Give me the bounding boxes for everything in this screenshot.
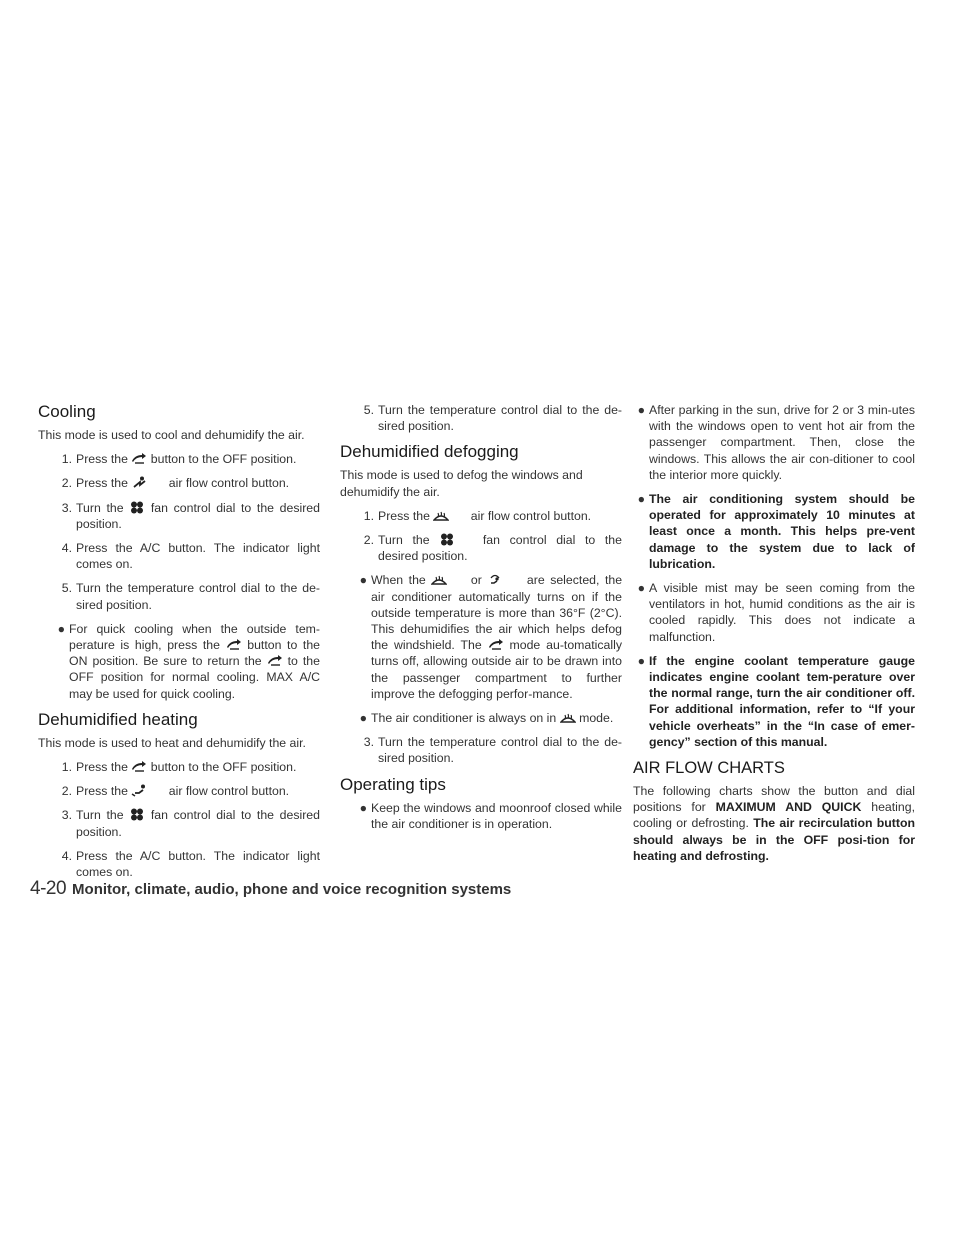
heating-step-5: 5. Turn the temperature control dial to the de-sired position. xyxy=(363,403,622,434)
heading-air-flow-charts: AIR FLOW CHARTS xyxy=(633,759,785,778)
face-vent-icon xyxy=(131,476,147,489)
defogging-bullet-1: ● When the or are selected, the air conditioner automatically turns on if the outside temperature is more than 36°F (2°C). This dehumidifies the air which helps defog the windshield. The mode au-tomatically turns off, allowing outside air to be drawn into the passenger compartment to further improve the defogging perfor-mance. xyxy=(359,573,623,701)
defogging-step-1: 1. Press the air flow control button. xyxy=(363,508,592,523)
air-recirculation-icon xyxy=(131,452,147,465)
defrost-icon xyxy=(560,711,576,724)
cooling-step-5: 5. Turn the temperature control dial to the de-sired position. xyxy=(61,581,320,612)
chapter-title: Monitor, climate, audio, phone and voice recognition systems xyxy=(72,881,512,898)
fan-icon xyxy=(439,533,455,546)
defogging-bullet-2: ● The air conditioner is always on in mode. xyxy=(359,711,614,726)
tips-bullet-5: ● If the engine coolant temperature gauge indicates engine coolant tem-perature over the normal range, turn the air conditioner off. For additional information, refer to “If your vehicle overheats” in the “In case of emer-gency” section of this manual. xyxy=(637,653,915,749)
cooling-step-2: 2. Press the air flow control button. xyxy=(61,476,290,491)
cooling-step-3: 3. Turn the fan control dial to the desired position. xyxy=(61,500,320,531)
tips-bullet-4: ● A visible mist may be seen coming from the ventilators in hot, humid conditions as the air is cooled rapidly. This does not indicate a malfunction. xyxy=(637,581,915,644)
heading-operating-tips: Operating tips xyxy=(340,774,446,794)
fan-icon xyxy=(129,808,145,821)
heating-step-2: 2. Press the air flow control button. xyxy=(61,784,290,799)
cooling-tip-bullet: ● For quick cooling when the outside tem-perature is high, press the button to the ON position. Be sure to return the to the OFF position for normal cooling. MAX A/C may be used for quick cooling. xyxy=(57,621,321,701)
air-recirculation-icon xyxy=(488,638,504,651)
heating-step-4: 4. Press the A/C button. The indicator light comes on. xyxy=(61,848,320,880)
air-flow-charts-intro: The following charts show the button and dial positions for MAXIMUM AND QUICK heating, cooling or defrosting. The air recirculation button should always be in the OFF posi-tion for heating and defrosting. xyxy=(633,784,916,863)
defogging-intro: This mode is used to defog the windows and dehumidify the air. xyxy=(340,468,583,499)
column-left xyxy=(38,402,320,888)
cooling-step-1: 1. Press the button to the OFF position. xyxy=(61,452,297,467)
defrost-icon xyxy=(433,509,449,522)
heating-step-1: 1. Press the button to the OFF position. xyxy=(61,760,297,775)
cooling-intro: This mode is used to cool and dehumidify the air. xyxy=(38,428,305,442)
air-recirculation-icon xyxy=(226,638,242,651)
tips-bullet-2: ● After parking in the sun, drive for 2 or 3 min-utes with the windows open to vent hot air from the passenger compartment. Then, close the windows. This allows the air con-ditioner to cool the interior more quickly. xyxy=(637,403,915,482)
heating-step-3: 3. Turn the fan control dial to the desired position. xyxy=(61,808,320,839)
heating-intro: This mode is used to heat and dehumidify the air. xyxy=(38,735,306,750)
tips-bullet-1: ● Keep the windows and moonroof closed while the air conditioner is in operation. xyxy=(359,800,622,831)
fan-icon xyxy=(129,501,145,514)
defrost-foot-icon xyxy=(487,573,503,586)
foot-vent-icon xyxy=(131,784,147,797)
tips-bullet-3: ● The air conditioning system should be operated for approximately 10 minutes at least once a month. This helps pre-vent damage to the system due to lack of lubrication. xyxy=(637,492,915,571)
air-recirculation-icon xyxy=(131,760,147,773)
page-number: 4-20 xyxy=(30,878,67,899)
air-recirculation-icon xyxy=(267,654,283,667)
heading-cooling: Cooling xyxy=(38,402,96,421)
cooling-step-4: 4. Press the A/C button. The indicator light comes on. xyxy=(61,541,320,572)
column-middle xyxy=(340,402,622,840)
defogging-step-3: 3. Turn the temperature control dial to the de-sired position. xyxy=(363,735,622,766)
defrost-icon xyxy=(431,573,447,586)
heading-dehumidified-heating: Dehumidified heating xyxy=(38,709,198,729)
defogging-step-2: 2. Turn the fan control dial to the desired position. xyxy=(363,533,622,564)
column-right xyxy=(633,402,915,872)
heading-dehumidified-defogging: Dehumidified defogging xyxy=(340,442,519,462)
page-footer xyxy=(30,878,930,900)
